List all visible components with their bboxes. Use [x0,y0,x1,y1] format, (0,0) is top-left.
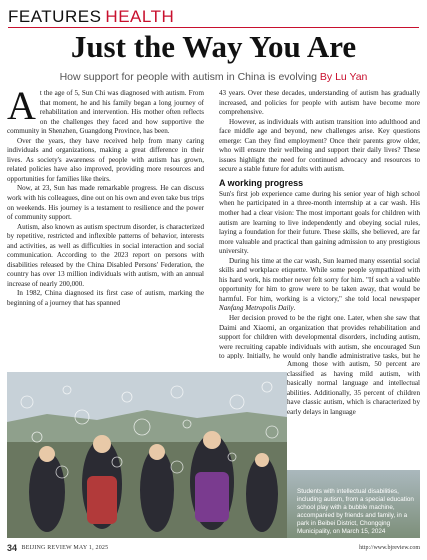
paragraph: Her decision proved to be the right one. Later, when she saw that Daimi and Xiaomi, an organization that provides rehabilitation and support for children with developmental disorders, including autism, were recruiting capable individuals with autism, she encouraged Sun to apply. Initially, he would only handle administrative tasks, but he [219,314,420,359]
paragraph: At the age of 5, Sun Chi was diagnosed with autism. From that moment, he and his family began a long journey of rehabilitation and intervention. His mother often reflects on the challenges they faced and how supportive the community in Shenzhen, Guangdong Province, has been. [7,89,204,136]
subhead-text: How support for people with autism in China is evolving [59,71,317,83]
drop-cap: A [7,89,36,128]
paragraph: In 1982, China diagnosed its first case of autism, marking the beginning of a journey that has spanned [7,289,204,308]
section-label: FEATURES [8,7,102,26]
photo-caption: Students with intellectual disabilities, including autism, from a special education school play with a bubble machine, accompanied by friends and family, in a park in Beibei District, Chongqing Municipality, on March 15, 2024 [297,488,414,535]
article-column-narrow [287,360,420,470]
website-url[interactable]: http://www.bjreview.com [359,545,420,551]
article-photo [7,372,287,538]
section-header [8,5,419,28]
source-name: Nanfang Metropolis Daily [219,304,294,313]
page-footer [7,542,420,554]
section-sublabel: HEALTH [105,7,175,26]
paragraph: However, as individuals with autism transition into adulthood and face middle age and beyond, new challenges arise. Key questions emerge: Can they find employment? Once their parents grow older, who will ensure their wellbeing and support their daily lives? These issues highlight the need for continued advocacy and resources to secure a stable future for adults with autism. [219,117,420,174]
paragraph: Autism, also known as autism spectrum disorder, is characterized by repetitive, restricted and inflexible patterns of behavior, interests and activities, as well as difficulties in social interaction and social communication. According to the 2023 report on persons with disabilities released by the China Disabled Persons' Federation, the country has over 13 million individuals with autism, with an annual increase of nearly 200,000. [7,222,204,288]
subhead [0,70,427,84]
paragraph: Sun's first job experience came during his senior year of high school when he participated in a three-month internship at a car wash. His mother had a clear vision: The most important goals for children with autism are learning to live independently and obeying social rules, laying a foundation for their future. These skills, she believed, are far more valuable and practical than gaining admission to any prestigious university. [219,189,420,256]
paragraph: Among those with autism, 50 percent are classified as having mild autism, with basically normal language and intellectual abilities. Additionally, 35 percent of children have classic autism, which is characterized by early delays in language [287,360,420,416]
paragraph: During his time at the car wash, Sun learned many essential social skills and workplace etiquette. While some people sympathized with his hard work, his mother never felt sorry for him. "If such a valuable opportunity for him to grow were to be taken away, that would be harmful. For him, working is a victory," she told local newspaper Nanfang Metropolis Daily. [219,256,420,313]
paragraph: Over the years, they have received help from many caring individuals and organizations, making a great difference in their lives. As society's awareness of people with autism has grown, related policies have also improved, providing more resources and opportunities for families like theirs. [7,136,204,183]
byline: By Lu Yan [319,71,368,83]
article-column-right [219,89,420,359]
paragraph: Now, at 23, Sun has made remarkable progress. He can discuss work with his colleagues, dine out on his own and even take bus trips on weekends. His journey is a testament to resilience and the power of community support. [7,184,204,222]
publication-info: BEIJING REVIEW MAY 1, 2025 [21,545,109,552]
photo-illustration [7,372,287,538]
article-column-left [7,89,204,374]
page-number: 34 [7,543,18,553]
paragraph: 43 years. Over these decades, understanding of autism has gradually increased, and policies for people with autism have become more comprehensive. [219,89,420,117]
subheading: A working progress [219,177,304,188]
headline: Just the Way You Are [70,29,357,64]
